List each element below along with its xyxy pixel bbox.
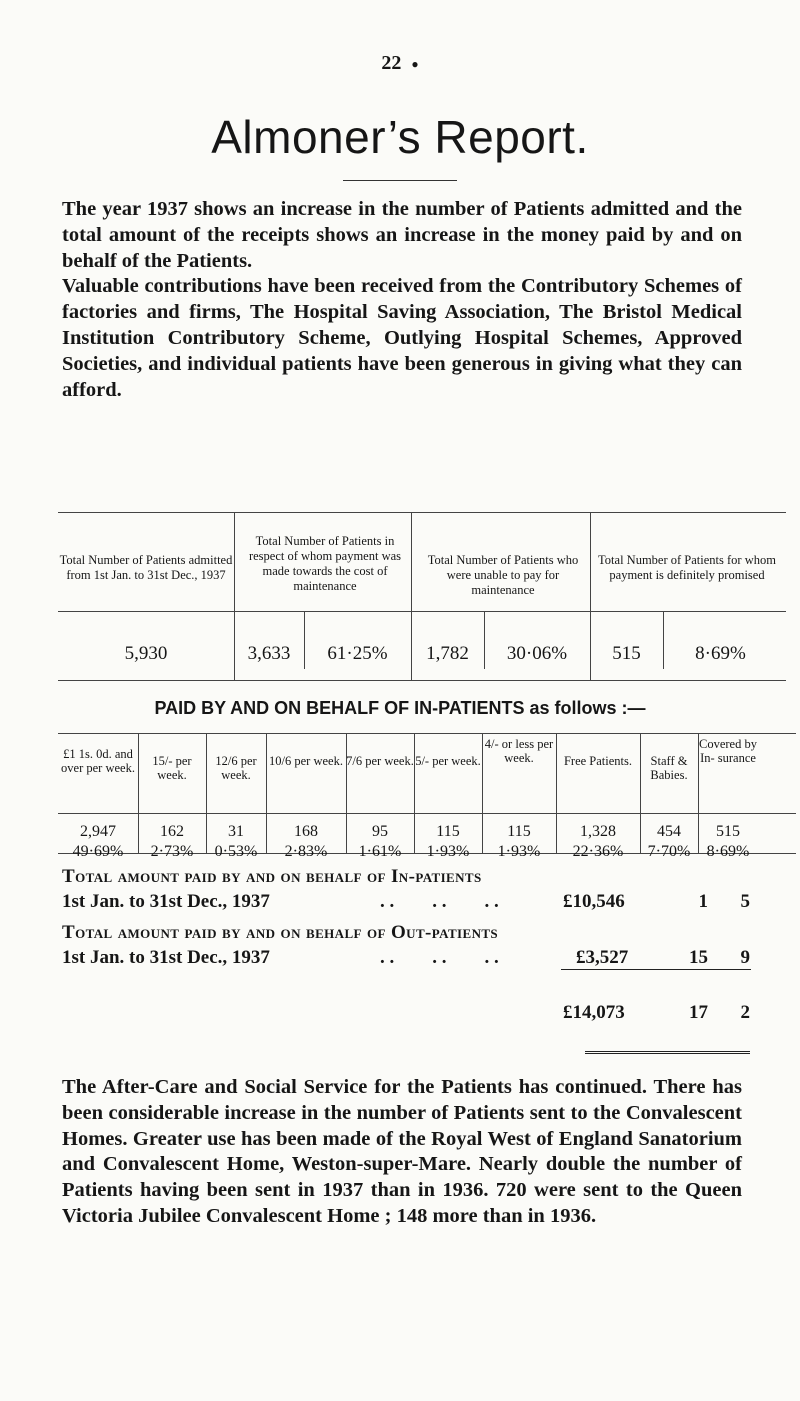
table-header: Total Number of Patients for whom payment is definitely promised <box>598 553 776 582</box>
page-mark: ● <box>411 56 419 71</box>
intro-paragraph-1: The year 1937 shows an increase in the number of Patients admitted and the total amount of the receipts shows an increase in the money paid by and on behalf of the Patients. <box>62 198 742 272</box>
table-rule <box>58 733 796 734</box>
in-patients-heading: PAID BY AND ON BEHALF OF IN-PATIENTS as follows :— <box>154 698 646 718</box>
table-cell-percent: 8·69% <box>706 843 750 860</box>
admissions-table <box>58 512 786 682</box>
table-cell-percent: 7·70% <box>647 843 691 860</box>
intro-text <box>62 197 742 403</box>
table-cell: 30·06% <box>506 643 568 664</box>
table-header: 15/- per week. <box>152 754 192 782</box>
table-cell-percent: 1·61% <box>358 843 402 860</box>
in-patients-total-label: Total amount paid by and on behalf of In-patients <box>62 866 482 887</box>
sum-rule <box>561 969 751 970</box>
after-care-paragraph: The After-Care and Social Service for the Patients has continued. There has been considerable increase in the number of Patients sent to the Convalescent Homes. Greater use has been made of the Royal West of England Sanatorium and Convalescent Home, Weston-super-Mare. Nearly double the number of Patients having been sent in 1937 than in 1936. 720 were sent to the Queen Victoria Jubilee Convalescent Home ; 148 more than in 1936. <box>62 1076 742 1227</box>
table-header: Covered by In- surance <box>699 737 757 765</box>
page-number: 22 ● <box>381 52 419 74</box>
payments-table <box>58 733 796 860</box>
table-cell-percent: 2·83% <box>284 843 328 860</box>
dot-leader: . . . . . . <box>380 891 499 912</box>
table-cell-percent: 1·93% <box>426 843 470 860</box>
intro-paragraph-2: Valuable contributions have been received from the Contributory Schemes of factories and firms, The Hospital Saving Association, The Bristol Medical Institution Contributory Scheme, Outlying Hospital Schemes, Approved Societies, and individual patients have been generous in giving what they can afford. <box>62 275 742 401</box>
table-cell-count: 1,328 <box>580 823 616 840</box>
table-cell-count: 162 <box>160 823 184 840</box>
double-rule <box>585 1051 750 1054</box>
table-header: 10/6 per week. <box>269 754 343 768</box>
in-patients-pounds: £10,546 <box>563 891 625 912</box>
out-patients-shillings: 15 <box>689 947 708 968</box>
table-header: Total Number of Patients who were unable to pay for maintenance <box>427 553 579 597</box>
out-patients-total-date: 1st Jan. to 31st Dec., 1937 <box>62 947 270 968</box>
table-cell-percent: 1·93% <box>497 843 541 860</box>
table-cell: 61·25% <box>327 643 388 664</box>
table-cell-count: 115 <box>436 823 460 840</box>
report-title: Almoner’s Report. <box>211 111 589 163</box>
table-rule <box>58 611 786 612</box>
table-cell-count: 2,947 <box>80 823 116 840</box>
dot-leader: . . . . . . <box>380 947 499 968</box>
grand-total-shillings: 17 <box>689 1002 708 1023</box>
table-cell-count: 95 <box>372 823 388 840</box>
table-rule <box>58 512 786 513</box>
table-header: 7/6 per week. <box>346 754 414 768</box>
table-cell-percent: 22·36% <box>572 843 624 860</box>
table-rule <box>58 680 786 681</box>
table-cell-count: 454 <box>657 823 681 840</box>
table-cell-count: 168 <box>294 823 318 840</box>
table-header: 12/6 per week. <box>215 754 257 782</box>
table-header: Staff & Babies. <box>650 754 688 782</box>
table-header: Total Number of Patients admitted from 1st Jan. to 31st Dec., 1937 <box>59 553 233 582</box>
out-patients-pence: 9 <box>740 947 750 968</box>
table-rule <box>58 813 796 814</box>
table-cell: 3,633 <box>247 643 291 664</box>
in-patients-total-date: 1st Jan. to 31st Dec., 1937 <box>62 891 270 912</box>
table-cell-count: 115 <box>507 823 531 840</box>
out-patients-total-label: Total amount paid by and on behalf of Out-patients <box>62 922 499 943</box>
in-patients-shillings: 1 <box>698 891 708 912</box>
in-patients-pence: 5 <box>740 891 750 912</box>
out-patients-pounds: £3,527 <box>576 947 629 968</box>
table-cell-count: 515 <box>716 823 740 840</box>
table-header: £1 1s. 0d. and over per week. <box>61 747 135 775</box>
table-cell-percent: 49·69% <box>72 843 124 860</box>
table-cell-percent: 0·53% <box>214 843 258 860</box>
table-cell: 8·69% <box>695 643 746 664</box>
table-cell-count: 31 <box>228 823 244 840</box>
grand-total-pence: 2 <box>740 1002 750 1023</box>
table-header: Free Patients. <box>563 754 633 768</box>
table-cell: 1,782 <box>426 643 469 664</box>
table-header: Total Number of Patients in respect of whom payment was made towards the cost of maintenance <box>248 534 402 593</box>
table-header: 4/- or less per week. <box>484 737 554 765</box>
table-cell: 515 <box>612 643 641 664</box>
table-cell-percent: 2·73% <box>150 843 194 860</box>
table-cell: 5,930 <box>124 643 168 664</box>
title-rule <box>343 180 457 181</box>
table-header: 5/- per week. <box>415 754 481 768</box>
grand-total-pounds: £14,073 <box>563 1002 625 1023</box>
